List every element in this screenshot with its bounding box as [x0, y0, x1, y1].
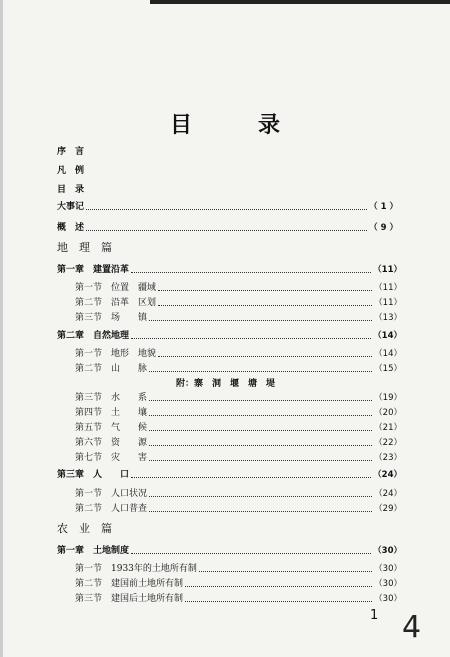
leader-dots: [131, 271, 371, 273]
toc-section[interactable]: 第一节 人口状况 （24）: [75, 489, 402, 499]
leader-dots: [149, 444, 372, 446]
toc-section[interactable]: 第三节 场 镇 （13）: [75, 313, 402, 323]
toc-chapter[interactable]: 第一章 土地制度 （30）: [57, 546, 402, 556]
toc-section[interactable]: 第三节 建国后土地所有制 （30）: [75, 594, 402, 604]
leader-dots: [149, 319, 372, 321]
toc-section[interactable]: 第五节 气 候 （21）: [75, 423, 402, 433]
leader-dots: [158, 355, 372, 357]
leader-dots: [158, 289, 372, 291]
attachment-note: 附：寨 洞 堰 塘 堤: [176, 379, 276, 389]
leader-dots: [131, 476, 371, 478]
leader-dots: [185, 585, 372, 587]
front-item-notes: 凡 例: [57, 166, 85, 176]
leader-dots: [149, 414, 372, 416]
front-item-preface: 序 言: [57, 147, 85, 157]
toc-chapter[interactable]: 第一章 建置沿革 （11）: [57, 265, 402, 275]
leader-dots: [86, 229, 367, 231]
toc-section[interactable]: 第六节 资 源 （22）: [75, 438, 402, 448]
toc-section[interactable]: 第一节 地形 地貌 （14）: [75, 349, 402, 359]
toc-section[interactable]: 第二节 建国前土地所有制 （30）: [75, 579, 402, 589]
toc-section[interactable]: 第二节 山 脉 （15）: [75, 364, 402, 374]
toc-entry-overview[interactable]: 概 述 （ 9 ）: [57, 223, 398, 233]
leader-dots: [149, 370, 372, 372]
leader-dots: [199, 570, 372, 572]
toc-section[interactable]: 第一节 1933年的土地所有制 （30）: [75, 564, 402, 574]
leader-dots: [149, 399, 372, 401]
leader-dots: [149, 495, 372, 497]
leader-dots: [149, 459, 372, 461]
page-number: 1: [370, 608, 379, 623]
leader-dots: [86, 208, 367, 210]
toc-section[interactable]: 第一节 位置 疆域 （11）: [75, 283, 402, 293]
toc-section[interactable]: 第三节 水 系 （19）: [75, 393, 402, 403]
toc-entry-chronicle[interactable]: 大事记 （ 1 ）: [57, 202, 398, 212]
leader-dots: [131, 337, 371, 339]
toc-section[interactable]: 第二节 人口普查 （29）: [75, 504, 402, 514]
toc-section[interactable]: 第四节 土 壤 （20）: [75, 408, 402, 418]
leader-dots: [149, 510, 372, 512]
leader-dots: [149, 429, 372, 431]
toc-chapter[interactable]: 第三章 人 口 （24）: [57, 470, 402, 480]
toc-chapter[interactable]: 第二章 自然地理 （14）: [57, 331, 402, 341]
leader-dots: [131, 552, 371, 554]
leader-dots: [185, 600, 372, 602]
front-item-contents: 目 录: [57, 185, 85, 195]
toc-section[interactable]: 第二节 沿革 区划 （11）: [75, 298, 402, 308]
leader-dots: [158, 304, 372, 306]
section-heading-agriculture: 农 业 篇: [57, 522, 112, 535]
toc-section[interactable]: 第七节 灾 害 （23）: [75, 453, 402, 463]
section-heading-geography: 地 理 篇: [57, 241, 112, 254]
handwritten-mark: 4: [402, 610, 422, 645]
page-title: 目 录: [169, 112, 302, 138]
